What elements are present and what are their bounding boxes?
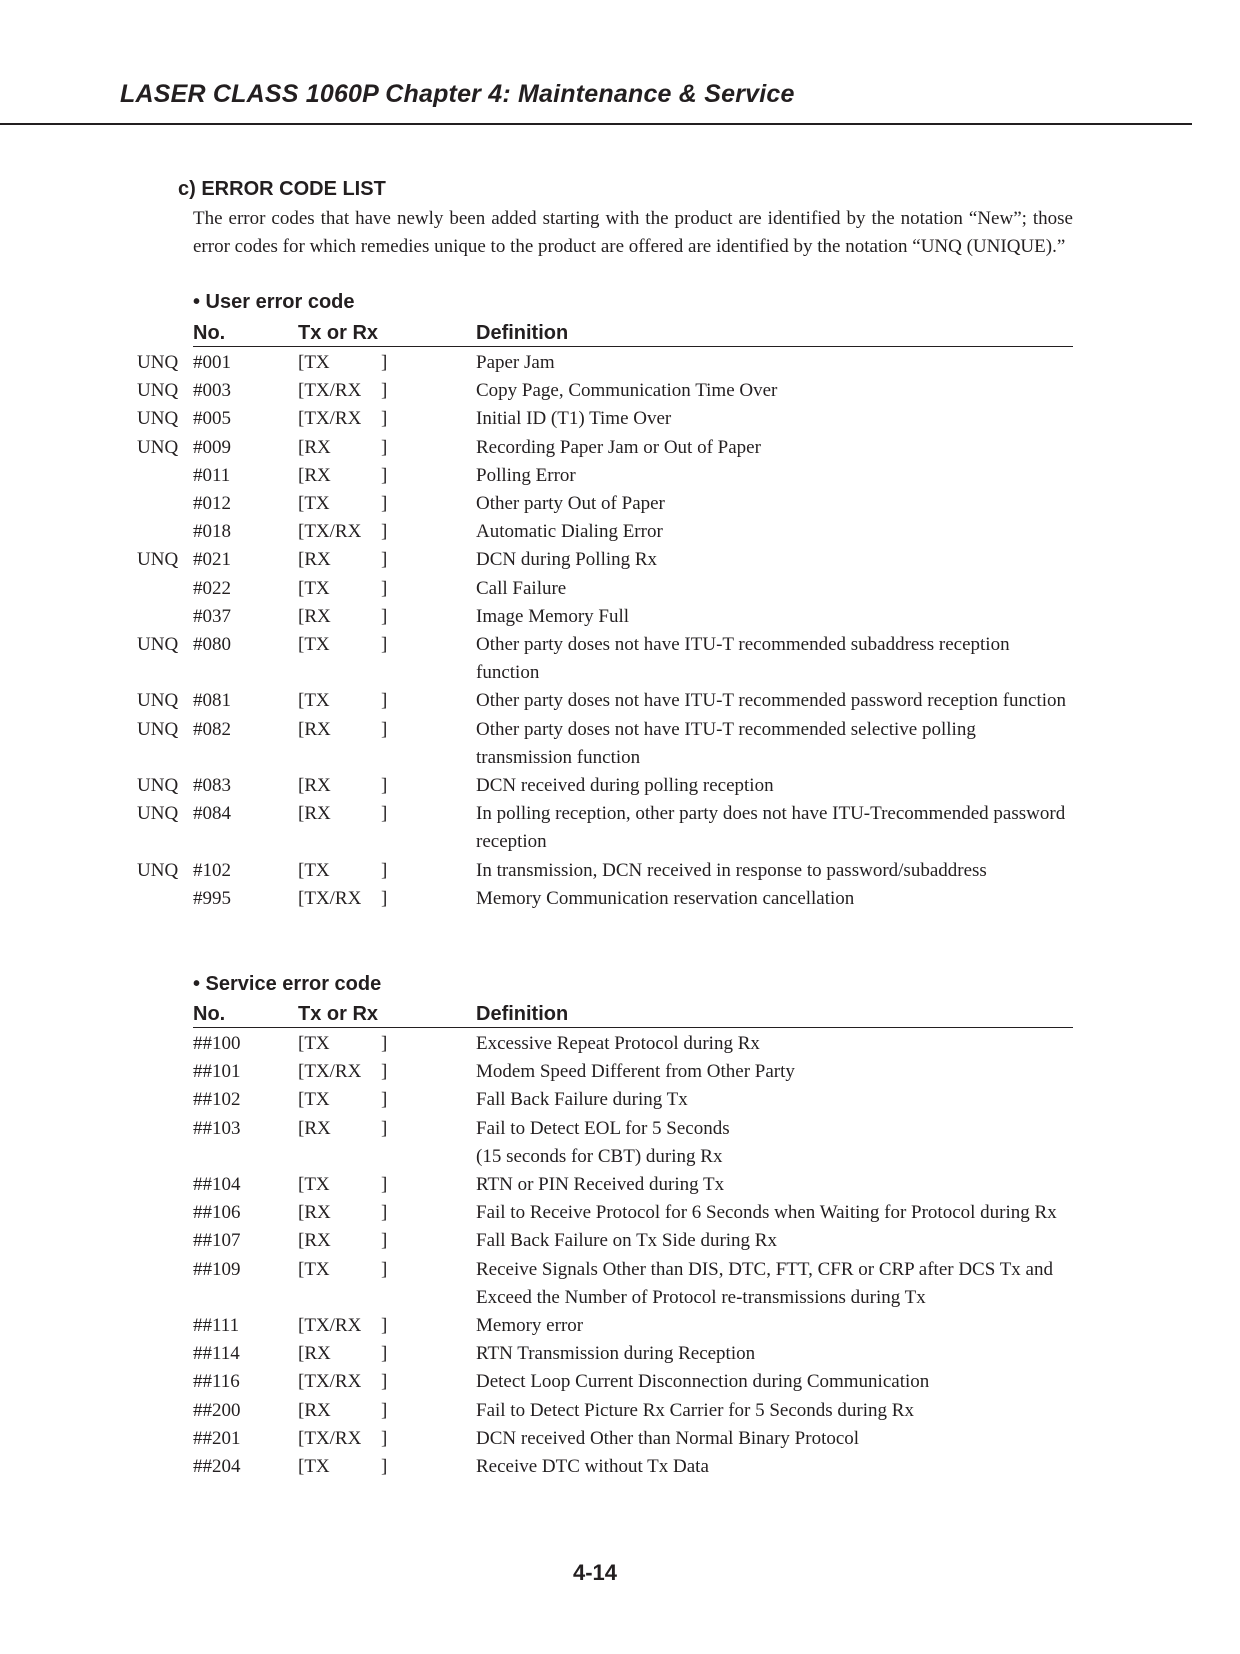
tx-rx-mode: [TX bbox=[298, 634, 330, 656]
tx-rx-bracket: ] bbox=[381, 436, 388, 458]
error-definition: Other party doses not have ITU-T recommended password reception function bbox=[476, 690, 1067, 712]
header-rule bbox=[0, 123, 1192, 125]
table-row bbox=[0, 857, 1240, 885]
tx-rx-mode: [TX bbox=[298, 352, 330, 373]
tx-rx-bracket: ] bbox=[381, 1202, 388, 1224]
error-definition: Fall Back Failure on Tx Side during Rx bbox=[476, 1230, 777, 1252]
page-header-title: LASER CLASS 1060P Chapter 4: Maintenance & Service bbox=[120, 80, 795, 108]
error-definition: RTN or PIN Received during Tx bbox=[476, 1174, 725, 1196]
table-row bbox=[0, 1397, 1240, 1425]
error-definition: Other party doses not have ITU-T recommended selective polling transmission function bbox=[476, 718, 976, 768]
tx-rx-mode: [RX bbox=[298, 436, 331, 458]
table-row bbox=[0, 1453, 1240, 1481]
tx-rx-bracket: ] bbox=[381, 577, 388, 599]
tx-rx-bracket: ] bbox=[381, 718, 388, 740]
tx-rx-mode: [TX bbox=[298, 859, 330, 881]
error-code: ##103 bbox=[193, 1117, 241, 1139]
error-definition: Memory error bbox=[476, 1315, 584, 1337]
unique-flag: UNQ bbox=[137, 408, 179, 430]
tx-rx-mode: [TX/RX bbox=[298, 521, 362, 543]
error-definition: DCN received during polling reception bbox=[476, 775, 774, 797]
tx-rx-mode: [TX bbox=[298, 690, 330, 712]
error-definition: Other party doses not have ITU-T recommended subaddress reception function bbox=[476, 634, 1010, 684]
error-code: ##201 bbox=[193, 1427, 241, 1449]
unique-flag: UNQ bbox=[137, 436, 179, 458]
error-definition: Excessive Repeat Protocol during Rx bbox=[476, 1033, 760, 1054]
unique-flag: UNQ bbox=[137, 380, 179, 402]
error-code: ##107 bbox=[193, 1230, 241, 1252]
error-code: #005 bbox=[193, 408, 231, 430]
error-definition: Receive DTC without Tx Data bbox=[476, 1456, 709, 1478]
error-definition: Polling Error bbox=[476, 464, 576, 486]
service-error-table bbox=[0, 1030, 1240, 1481]
error-code: #001 bbox=[193, 352, 231, 373]
error-code: #009 bbox=[193, 436, 231, 458]
tx-rx-mode: [RX bbox=[298, 605, 331, 627]
error-definition: Call Failure bbox=[476, 577, 567, 599]
error-code: ##104 bbox=[193, 1174, 241, 1196]
tx-rx-mode: [TX bbox=[298, 1033, 330, 1054]
error-definition: Fall Back Failure during Tx bbox=[476, 1089, 688, 1111]
error-code: #021 bbox=[193, 549, 231, 571]
error-definition: Other party Out of Paper bbox=[476, 493, 665, 515]
tx-rx-bracket: ] bbox=[381, 1061, 388, 1083]
error-definition: Image Memory Full bbox=[476, 605, 630, 627]
error-code: #012 bbox=[193, 493, 231, 515]
tx-rx-bracket: ] bbox=[381, 380, 388, 402]
tx-rx-mode: [RX bbox=[298, 1230, 331, 1252]
error-code: ##114 bbox=[193, 1343, 240, 1365]
table-row bbox=[0, 434, 1240, 462]
tx-rx-bracket: ] bbox=[381, 464, 388, 486]
tx-rx-bracket: ] bbox=[381, 1117, 388, 1139]
tx-rx-mode: [TX bbox=[298, 1258, 330, 1280]
table-row bbox=[0, 1340, 1240, 1368]
tx-rx-bracket: ] bbox=[381, 493, 388, 515]
error-definition: Memory Communication reservation cancellation bbox=[476, 887, 855, 909]
table-row bbox=[0, 377, 1240, 405]
tx-rx-mode: [TX bbox=[298, 493, 330, 515]
error-definition: DCN during Polling Rx bbox=[476, 549, 658, 571]
error-definition: DCN received Other than Normal Binary Protocol bbox=[476, 1427, 860, 1449]
table-row bbox=[0, 1199, 1240, 1227]
user-col-definition-header: Definition bbox=[476, 322, 569, 344]
service-col-no-header: No. bbox=[193, 1003, 226, 1025]
error-definition: Paper Jam bbox=[476, 352, 555, 373]
error-code: #011 bbox=[193, 464, 231, 486]
error-definition: Modem Speed Different from Other Party bbox=[476, 1061, 795, 1083]
user-error-table bbox=[0, 349, 1240, 913]
error-code: ##116 bbox=[193, 1371, 240, 1393]
tx-rx-bracket: ] bbox=[381, 1371, 388, 1393]
tx-rx-bracket: ] bbox=[381, 859, 388, 881]
service-col-definition-header: Definition bbox=[476, 1003, 569, 1025]
error-definition: Receive Signals Other than DIS, DTC, FTT, CFR or CRP after DCS Tx and Exceed the Number of Protocol re-transmissions during Tx bbox=[476, 1258, 1053, 1308]
tx-rx-mode: [TX bbox=[298, 1089, 330, 1111]
tx-rx-bracket: ] bbox=[381, 521, 388, 543]
error-code: ##106 bbox=[193, 1202, 241, 1224]
tx-rx-bracket: ] bbox=[381, 1343, 388, 1365]
error-definition: Initial ID (T1) Time Over bbox=[476, 408, 672, 430]
tx-rx-bracket: ] bbox=[381, 887, 388, 909]
tx-rx-mode: [RX bbox=[298, 1202, 331, 1224]
table-row bbox=[0, 1115, 1240, 1171]
unique-flag: UNQ bbox=[137, 634, 179, 656]
error-definition: RTN Transmission during Reception bbox=[476, 1343, 756, 1365]
table-row bbox=[0, 772, 1240, 800]
error-code: ##204 bbox=[193, 1456, 241, 1478]
error-code: #084 bbox=[193, 803, 231, 825]
error-code: #018 bbox=[193, 521, 231, 543]
error-code: ##200 bbox=[193, 1399, 241, 1421]
tx-rx-mode: [TX/RX bbox=[298, 1061, 362, 1083]
table-row bbox=[0, 716, 1240, 772]
unique-flag: UNQ bbox=[137, 718, 179, 740]
table-row bbox=[0, 687, 1240, 715]
tx-rx-mode: [RX bbox=[298, 1117, 331, 1139]
tx-rx-mode: [RX bbox=[298, 464, 331, 486]
tx-rx-bracket: ] bbox=[381, 1456, 388, 1478]
tx-rx-bracket: ] bbox=[381, 605, 388, 627]
unique-flag: UNQ bbox=[137, 690, 179, 712]
error-code: ##111 bbox=[193, 1315, 240, 1337]
tx-rx-mode: [TX/RX bbox=[298, 1427, 362, 1449]
table-row bbox=[0, 1030, 1240, 1058]
tx-rx-mode: [TX/RX bbox=[298, 380, 362, 402]
error-code: #995 bbox=[193, 887, 231, 909]
service-col-txrx-header: Tx or Rx bbox=[298, 1003, 379, 1025]
table-row bbox=[0, 1312, 1240, 1340]
error-code: #082 bbox=[193, 718, 231, 740]
error-code: ##100 bbox=[193, 1033, 241, 1054]
tx-rx-bracket: ] bbox=[381, 352, 388, 373]
error-definition: Detect Loop Current Disconnection during Communication bbox=[476, 1371, 930, 1393]
tx-rx-mode: [RX bbox=[298, 803, 331, 825]
tx-rx-mode: [RX bbox=[298, 775, 331, 797]
tx-rx-mode: [RX bbox=[298, 1399, 331, 1421]
unique-flag: UNQ bbox=[137, 549, 179, 571]
user-col-no-header: No. bbox=[193, 322, 226, 344]
service-table-rule bbox=[193, 1027, 1073, 1028]
tx-rx-bracket: ] bbox=[381, 549, 388, 571]
table-row bbox=[0, 1058, 1240, 1086]
unique-flag: UNQ bbox=[137, 352, 179, 373]
unique-flag: UNQ bbox=[137, 775, 179, 797]
tx-rx-mode: [TX bbox=[298, 1456, 330, 1478]
table-row bbox=[0, 1227, 1240, 1255]
tx-rx-mode: [TX bbox=[298, 1174, 330, 1196]
tx-rx-mode: [RX bbox=[298, 718, 331, 740]
table-row bbox=[0, 800, 1240, 856]
table-row bbox=[0, 1171, 1240, 1199]
tx-rx-mode: [TX/RX bbox=[298, 408, 362, 430]
table-row bbox=[0, 1368, 1240, 1396]
table-row bbox=[0, 546, 1240, 574]
table-row bbox=[0, 1425, 1240, 1453]
error-code: #003 bbox=[193, 380, 231, 402]
table-row bbox=[0, 631, 1240, 687]
page-number: 4-14 bbox=[572, 1560, 618, 1585]
section-title: c) ERROR CODE LIST bbox=[178, 178, 386, 200]
error-code: #080 bbox=[193, 634, 231, 656]
table-row bbox=[0, 885, 1240, 913]
tx-rx-mode: [TX/RX bbox=[298, 1315, 362, 1337]
error-definition: In polling reception, other party does not have ITU-Trecommended password reception bbox=[476, 803, 1066, 853]
tx-rx-mode: [TX bbox=[298, 577, 330, 599]
user-error-heading: • User error code bbox=[193, 291, 355, 313]
error-definition: Recording Paper Jam or Out of Paper bbox=[476, 436, 761, 458]
error-definition: Fail to Detect Picture Rx Carrier for 5 Seconds during Rx bbox=[476, 1399, 914, 1421]
tx-rx-bracket: ] bbox=[381, 1258, 388, 1280]
error-code: #037 bbox=[193, 605, 231, 627]
table-row bbox=[0, 518, 1240, 546]
tx-rx-bracket: ] bbox=[381, 1399, 388, 1421]
error-definition: Copy Page, Communication Time Over bbox=[476, 380, 778, 402]
error-code: ##101 bbox=[193, 1061, 241, 1083]
tx-rx-mode: [RX bbox=[298, 1343, 331, 1365]
intro-paragraph: The error codes that have newly been added starting with the product are identified by the notation “New”; those error codes for which remedies unique to the product are offered are identified by the notation “UNQ (UNIQUE).” bbox=[193, 208, 1073, 257]
table-row bbox=[0, 603, 1240, 631]
user-col-txrx-header: Tx or Rx bbox=[298, 322, 379, 344]
tx-rx-bracket: ] bbox=[381, 634, 388, 656]
table-row bbox=[0, 1086, 1240, 1114]
table-row bbox=[0, 349, 1240, 377]
unique-flag: UNQ bbox=[137, 859, 179, 881]
error-definition: Fail to Detect EOL for 5 Seconds (15 seconds for CBT) during Rx bbox=[476, 1117, 730, 1167]
tx-rx-bracket: ] bbox=[381, 690, 388, 712]
table-row bbox=[0, 462, 1240, 490]
table-row bbox=[0, 405, 1240, 433]
error-code: #102 bbox=[193, 859, 231, 881]
error-code: #083 bbox=[193, 775, 231, 797]
error-definition: In transmission, DCN received in response to password/subaddress bbox=[476, 859, 987, 881]
tx-rx-bracket: ] bbox=[381, 1089, 388, 1111]
tx-rx-bracket: ] bbox=[381, 1315, 388, 1337]
tx-rx-bracket: ] bbox=[381, 1033, 388, 1054]
table-row bbox=[0, 1256, 1240, 1312]
tx-rx-bracket: ] bbox=[381, 1427, 388, 1449]
error-code: #081 bbox=[193, 690, 231, 712]
error-code: #022 bbox=[193, 577, 231, 599]
tx-rx-bracket: ] bbox=[381, 775, 388, 797]
error-code: ##102 bbox=[193, 1089, 241, 1111]
service-error-heading: • Service error code bbox=[193, 973, 382, 995]
tx-rx-bracket: ] bbox=[381, 803, 388, 825]
table-row bbox=[0, 575, 1240, 603]
error-code: ##109 bbox=[193, 1258, 241, 1280]
tx-rx-bracket: ] bbox=[381, 1174, 388, 1196]
tx-rx-bracket: ] bbox=[381, 408, 388, 430]
tx-rx-bracket: ] bbox=[381, 1230, 388, 1252]
tx-rx-mode: [TX/RX bbox=[298, 887, 362, 909]
tx-rx-mode: [TX/RX bbox=[298, 1371, 362, 1393]
error-definition: Fail to Receive Protocol for 6 Seconds when Waiting for Protocol during Rx bbox=[476, 1202, 1057, 1224]
error-definition: Automatic Dialing Error bbox=[476, 521, 663, 543]
tx-rx-mode: [RX bbox=[298, 549, 331, 571]
unique-flag: UNQ bbox=[137, 803, 179, 825]
user-table-rule bbox=[193, 346, 1073, 347]
table-row bbox=[0, 490, 1240, 518]
